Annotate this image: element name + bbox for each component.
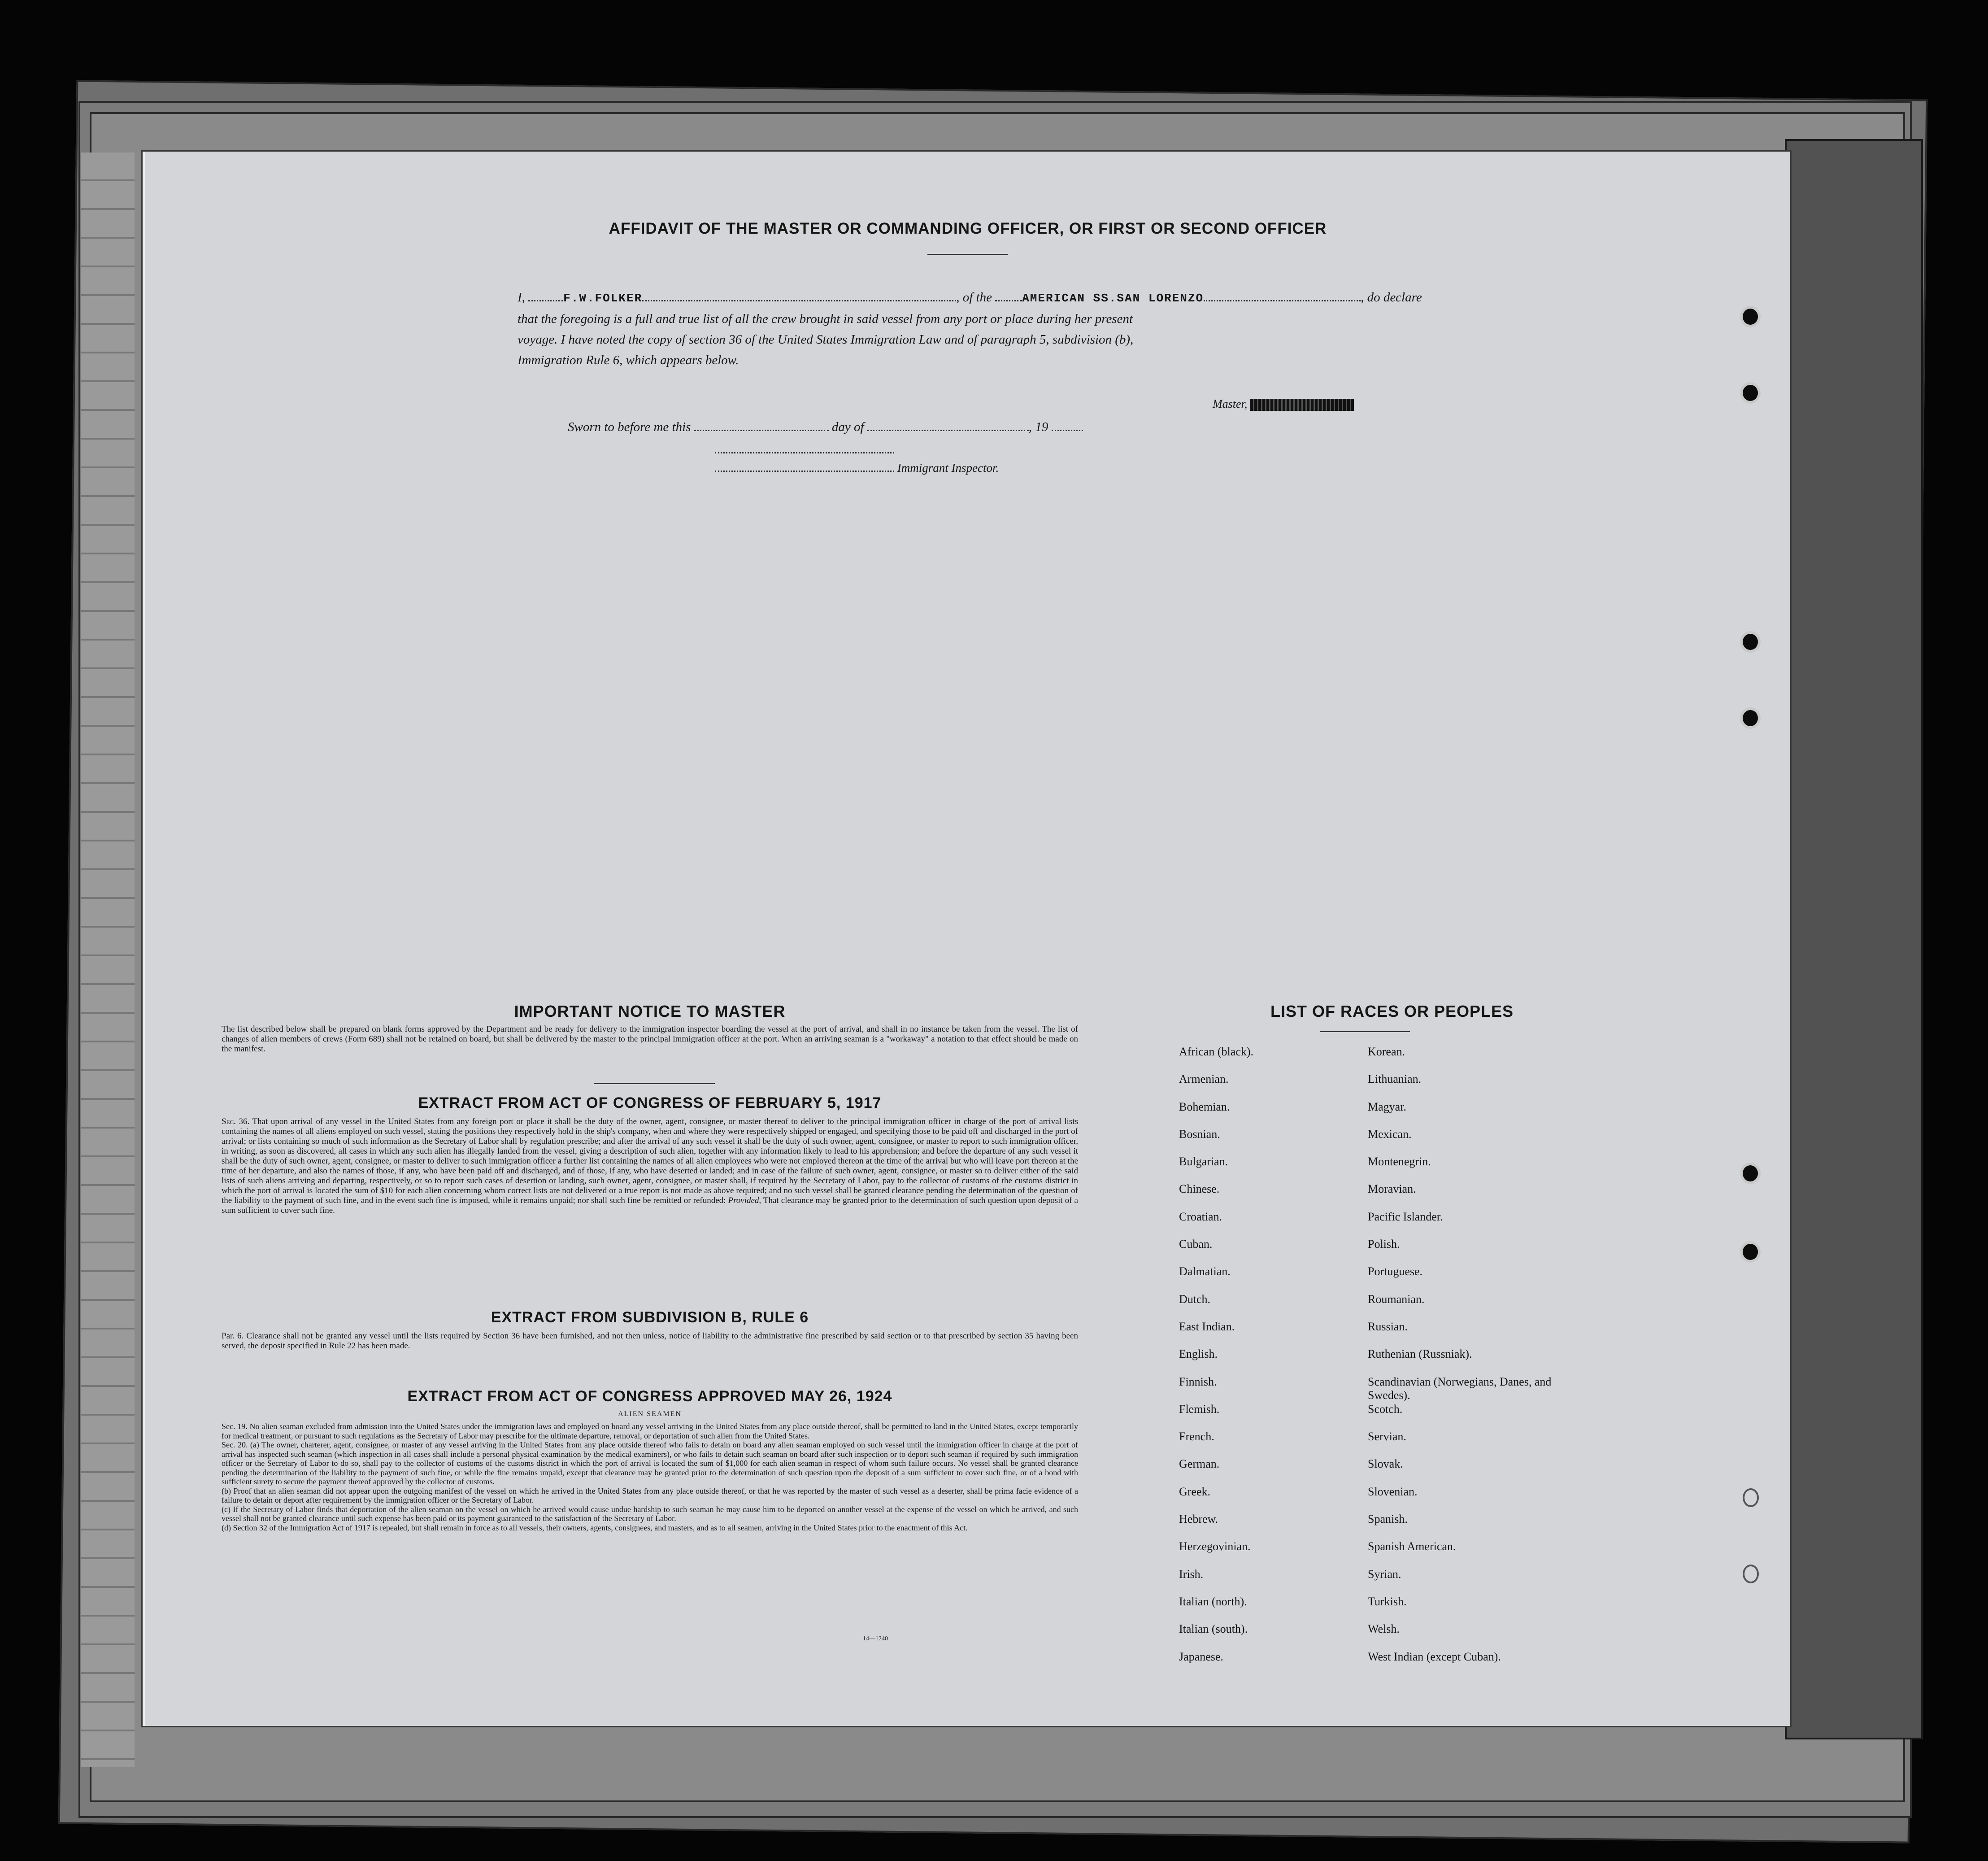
- race-item: Portuguese.: [1368, 1265, 1423, 1278]
- race-item: Croatian.: [1179, 1210, 1222, 1223]
- race-item: Spanish American.: [1368, 1540, 1456, 1553]
- sworn-day-field: [694, 417, 829, 431]
- do-declare-label: , do declare: [1361, 290, 1422, 305]
- master-label: Master,: [1213, 397, 1248, 410]
- race-item: Lithuanian.: [1368, 1072, 1422, 1086]
- sec20c-paragraph: (c) If the Secretary of Labor finds that deportation of the alien seaman on the vessel on which he arrived would cause undue hardship to such seaman he may cause him to be deported on another vessel at the expense of the vessel on which he arrived, and such vessel shall not be granted clearance until such expense has been paid or its payment guaranteed to the satisfaction of the Secretary of Labor.: [222, 1504, 1078, 1523]
- statement-line: Immigration Rule 6, which appears below.: [518, 353, 739, 367]
- inspector-signature-line: [715, 452, 894, 453]
- extract-1924-text: [222, 1422, 1078, 1532]
- race-item: West Indian (except Cuban).: [1368, 1650, 1501, 1663]
- inspector-label: Immigrant Inspector.: [897, 461, 999, 475]
- race-item: Moravian.: [1368, 1182, 1416, 1196]
- affidavit-title: AFFIDAVIT OF THE MASTER OR COMMANDING OFFICER, OR FIRST OR SECOND OFFICER: [609, 220, 1327, 237]
- race-item: Slovak.: [1368, 1457, 1403, 1471]
- affidavit-page: [143, 152, 1790, 1726]
- extract-1917-title: EXTRACT FROM ACT OF CONGRESS OF FEBRUARY 5, 1917: [418, 1094, 882, 1111]
- race-item: Hebrew.: [1179, 1512, 1218, 1526]
- race-item: Japanese.: [1179, 1650, 1223, 1663]
- races-title: LIST OF RACES OR PEOPLES: [1270, 1002, 1514, 1020]
- declaration-start: I,: [518, 290, 525, 305]
- notice-title: IMPORTANT NOTICE TO MASTER: [514, 1002, 786, 1020]
- race-item: Dalmatian.: [1179, 1265, 1231, 1278]
- ledger-edge: [81, 153, 135, 1767]
- race-item: Bulgarian.: [1179, 1155, 1228, 1168]
- provided-word: Provided,: [728, 1196, 761, 1205]
- race-item: Bohemian.: [1179, 1100, 1230, 1113]
- vessel-field-tail: [1204, 288, 1361, 301]
- master-signature: [1213, 397, 1354, 411]
- binding-hole: [1743, 1488, 1759, 1507]
- race-item: Greek.: [1179, 1485, 1211, 1498]
- race-item: Italian (north).: [1179, 1595, 1247, 1608]
- race-item: African (black).: [1179, 1045, 1254, 1058]
- race-item: Korean.: [1368, 1045, 1405, 1058]
- race-item: East Indian.: [1179, 1320, 1235, 1333]
- background-page-edge: [1785, 139, 1923, 1739]
- race-item: Spanish.: [1368, 1512, 1408, 1526]
- name-field-lead: [528, 288, 563, 301]
- extract-rule6-text: Par. 6. Clearance shall not be granted any vessel until the lists required by Section 36 have been furnished, and not then unless, notice of liability to the administrative fine prescribed by said section or to that prescribed by section 35 having been served, the deposit specified in Rule 22 has been made.: [222, 1331, 1078, 1351]
- section-rule: [594, 1083, 715, 1084]
- sec20d-paragraph: (d) Section 32 of the Immigration Act of 1917 is repealed, but shall remain in force as to all vessels, their owners, agents, consignees, and masters, and as to all seamen, arriving in the United States prior to the enactment of this Act.: [222, 1523, 968, 1532]
- binding-hole: [1743, 1565, 1759, 1583]
- race-item: Irish.: [1179, 1567, 1204, 1581]
- race-item: Flemish.: [1179, 1402, 1220, 1416]
- race-item: Polish.: [1368, 1238, 1400, 1251]
- vessel-field-lead: [995, 288, 1022, 301]
- race-item: Pacific Islander.: [1368, 1210, 1443, 1223]
- section-label: Sec. 36.: [222, 1117, 250, 1126]
- extract-1924-title: EXTRACT FROM ACT OF CONGRESS APPROVED MAY 26, 1924: [407, 1388, 892, 1405]
- binding-hole: [1743, 309, 1758, 325]
- title-rule: [927, 254, 1008, 255]
- of-the-label: , of the: [956, 290, 992, 305]
- declaration-line: [518, 287, 1576, 309]
- year-prefix: , 19: [1028, 420, 1048, 434]
- sworn-year-field: [1052, 417, 1083, 431]
- race-item: Scotch.: [1368, 1402, 1403, 1416]
- inspector-line: [715, 461, 999, 475]
- race-item: Mexican.: [1368, 1127, 1412, 1141]
- sec20a-paragraph: Sec. 20. (a) The owner, charterer, agent, consignee, or master of any vessel arriving in the United States from any place outside thereof who fails to detain on board any alien seaman employed on such vessel until the immigration officer in charge at the port of arrival has inspected such seaman (which inspection in all cases shall include a personal physical examination by the medical examiners), or who fails to detain such seaman on board after such inspection or to deport such seaman if required by such immigration officer or the Secretary of Labor to do so, shall pay to the collector of customs of the customs district in which the port of arrival is located the sum of $1,000 for each alien seaman in respect of whom such failure occurs. No vessel shall be granted clearance pending the determination of the liability to the payment of such fine, or while the fine remains unpaid, except that clearance may be granted prior to the determination of such question upon the deposit of a sum sufficient to cover such fine, or of a bond with sufficient surety to secure the payment thereof approved by the collector of customs.: [222, 1440, 1078, 1486]
- officer-name: F.W.FOLKER: [563, 292, 643, 305]
- race-item: French.: [1179, 1430, 1214, 1443]
- inspector-field: [715, 462, 894, 472]
- races-column-2: [1368, 1045, 1556, 1678]
- notice-text: The list described below shall be prepared on blank forms approved by the Department and be ready for delivery to the immigration inspector boarding the vessel at the port of arrival, and shall in no instance be taken from the vessel. The list of changes of alien members of crews (Form 689) shall not be retained on board, but shall be delivered by the master to the principal immigration officer at the port. When an arriving seaman is a "workaway" a notation to that effect should be made on the manifest.: [222, 1024, 1078, 1054]
- race-item: Magyar.: [1368, 1100, 1406, 1113]
- race-item: Scandinavian (Norwegians, Danes, and Swedes).: [1368, 1375, 1552, 1402]
- race-item: English.: [1179, 1347, 1218, 1361]
- statement-line: that the foregoing is a full and true list of all the crew brought in said vessel from any port or place during her present: [518, 312, 1133, 326]
- race-item: German.: [1179, 1457, 1220, 1471]
- section-body-end: That clearance may be granted prior to the determination of such question upon deposit of a sum sufficient to cover such fine.: [222, 1196, 1078, 1215]
- race-item: Montenegrin.: [1368, 1155, 1431, 1168]
- alien-seamen-subtitle: ALIEN SEAMEN: [618, 1410, 682, 1418]
- binding-hole: [1743, 1165, 1758, 1181]
- race-item: Chinese.: [1179, 1182, 1220, 1196]
- sworn-month-field: [867, 417, 1029, 431]
- race-item: Roumanian.: [1368, 1292, 1425, 1306]
- binding-hole: [1743, 385, 1758, 401]
- sworn-text: Sworn to before me this: [568, 420, 691, 434]
- statement-line: voyage. I have noted the copy of section 36 of the United States Immigration Law and of paragraph 5, subdivision (b),: [518, 332, 1134, 347]
- sec20b-paragraph: (b) Proof that an alien seaman did not appear upon the outgoing manifest of the vessel on which he arrived in the United States from any place outside thereof, or that he was reported by the master of such vessel as a deserter, shall be prima facie evidence of a failure to detain or deport after requirement by the immigration officer or the Secretary of Labor.: [222, 1486, 1078, 1504]
- race-item: Ruthenian (Russniak).: [1368, 1347, 1472, 1361]
- extract-1917-text: [222, 1117, 1078, 1216]
- race-item: Finnish.: [1179, 1375, 1217, 1388]
- section-body: That upon arrival of any vessel in the United States from any foreign port or place it shall be the duty of the owner, agent, consignee, or master thereof to deliver to the principal immigration officer in charge of the port of arrival lists containing the names of all aliens employed on such vessel, stating the positions they respectively hold in the ship's company, when and where they were respectively shipped or engaged, and specifying those to be paid off and discharged in the port of arrival; or lists containing so much of such information as the Secretary of Labor shall by regulation prescribe; and after the arrival of any such vessel it shall be the duty of such owner, agent, consignee, or master to report to such immigration officer, in writing, as soon as discovered, all cases in which any such alien has illegally landed from the vessel, giving a description of such alien, together with any information likely to lead to his apprehension; and before the departure of any such vessel it shall be the duty of such owner, agent, consignee, or master to deliver to such immigration officer a further list containing the names of all alien employees who were not employed thereon at the time of the arrival but who will leave port thereon at the time of her departure, and also the names of those, if any, who have been paid off and discharged, and of those, if any, who have deserted or landed; and in case of the failure of such owner, agent, consignee, or master so to deliver either of the said lists of such aliens arriving and departing, respectively, or so to report such cases of desertion or landing, such owner, agent, consignee, or master shall, if required by the Secretary of Labor, pay to the collector of customs of the customs district in which the port of arrival is located the sum of $10 for each alien concerning whom correct lists are not delivered or a true report is not made as above required; and no such vessel shall be granted clearance pending the determination of the question of the liability to the payment of such fine, and in the event such fine is imposed, while it remains unpaid; nor shall such fine be remitted or refunded:: [222, 1117, 1078, 1205]
- binding-hole: [1743, 634, 1758, 650]
- struck-out-text: [1250, 399, 1354, 411]
- race-item: Armenian.: [1179, 1072, 1229, 1086]
- race-item: Russian.: [1368, 1320, 1408, 1333]
- day-of-label: day of: [831, 420, 864, 434]
- extract-rule6-title: EXTRACT FROM SUBDIVISION B, RULE 6: [491, 1309, 809, 1326]
- sec19-paragraph: Sec. 19. No alien seaman excluded from admission into the United States under the immigration laws and employed on board any vessel arriving in the United States from any place outside thereof, shall be permitted to land in the United States, except temporarily for medical treatment, or pursuant to such regulations as the Secretary of Labor may prescribe for the ultimate departure, removal, or deportation of such alien from the United States.: [222, 1422, 1078, 1440]
- races-rule: [1320, 1031, 1410, 1032]
- form-number: 14—1240: [863, 1635, 888, 1642]
- race-item: Syrian.: [1368, 1567, 1401, 1581]
- races-column-1: [1179, 1045, 1367, 1678]
- race-item: Slovenian.: [1368, 1485, 1418, 1498]
- binding-hole: [1743, 1244, 1758, 1260]
- vessel-name: AMERICAN SS.SAN LORENZO: [1022, 292, 1204, 305]
- race-item: Welsh.: [1368, 1622, 1400, 1636]
- race-item: Italian (south).: [1179, 1622, 1248, 1636]
- race-item: Herzegovinian.: [1179, 1540, 1251, 1553]
- declaration: [518, 287, 1576, 370]
- race-item: Servian.: [1368, 1430, 1406, 1443]
- race-item: Bosnian.: [1179, 1127, 1220, 1141]
- race-item: Turkish.: [1368, 1595, 1407, 1608]
- binding-hole: [1743, 710, 1758, 726]
- sworn-line: [568, 417, 1083, 435]
- name-field-tail: [642, 288, 956, 301]
- race-item: Dutch.: [1179, 1292, 1211, 1306]
- race-item: Cuban.: [1179, 1238, 1213, 1251]
